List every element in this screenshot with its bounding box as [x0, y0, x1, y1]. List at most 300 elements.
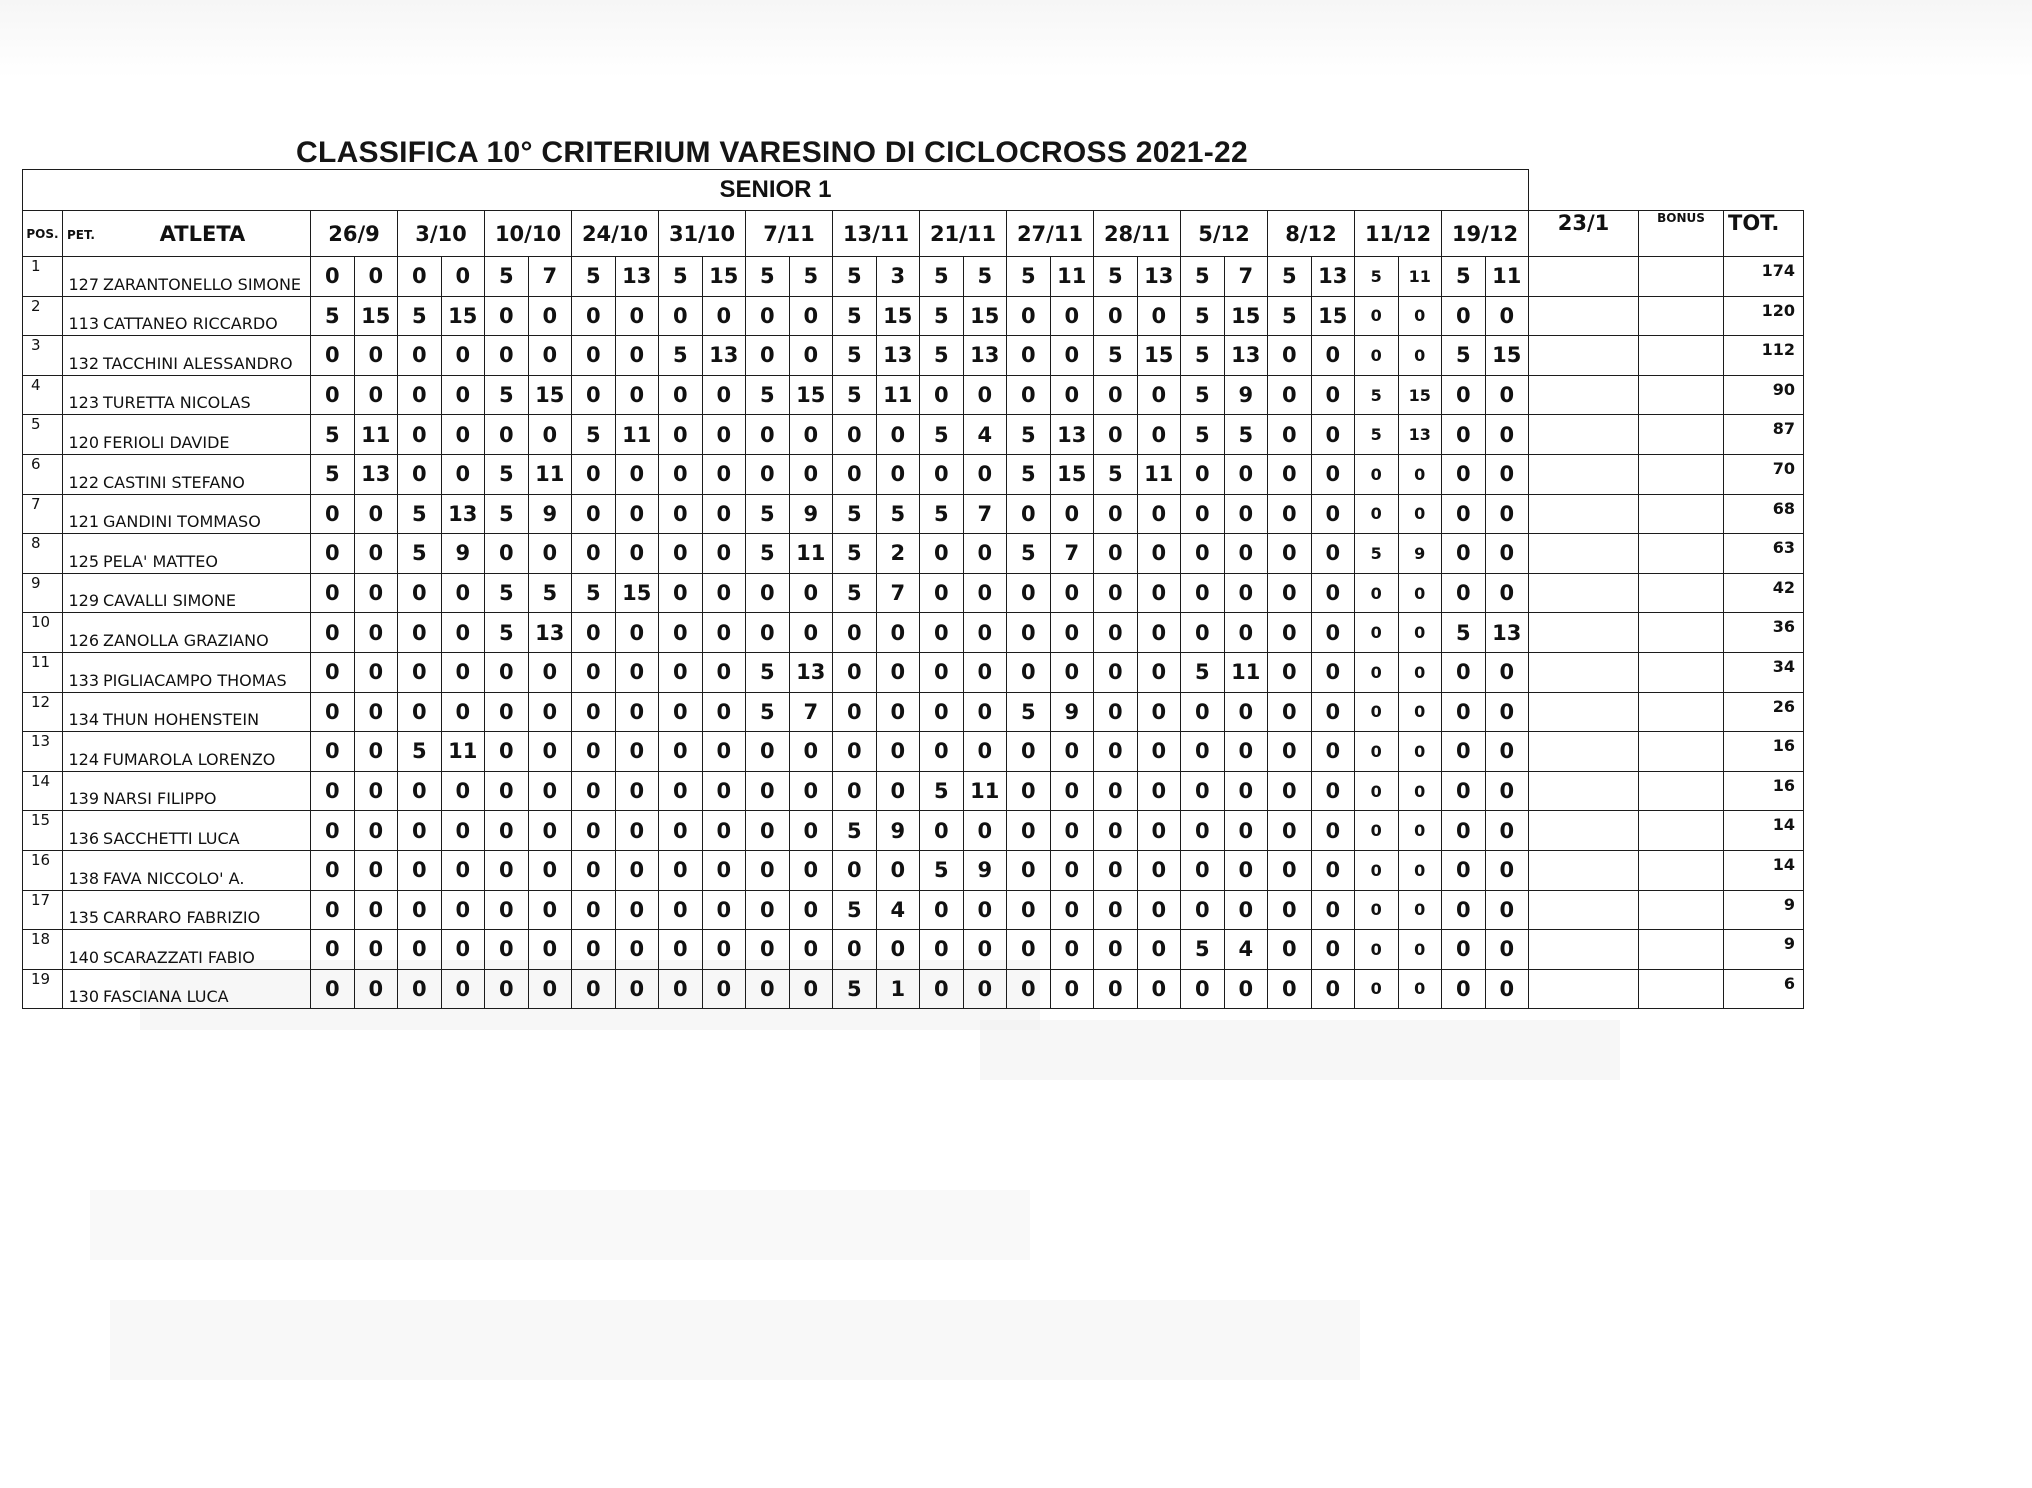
points-cell: 0 — [311, 692, 355, 732]
points-cell: 0 — [441, 969, 485, 1009]
points-cell: 0 — [746, 415, 790, 455]
points-cell: 7 — [1050, 534, 1094, 574]
points-cell: 0 — [572, 930, 616, 970]
table-row — [23, 415, 1804, 455]
points-cell: 0 — [1224, 811, 1268, 851]
points-cell: 0 — [659, 375, 703, 415]
points-cell: 0 — [354, 375, 398, 415]
athlete-name: FAVA NICCOLO' A. — [103, 868, 245, 888]
points-cell: 0 — [920, 890, 964, 930]
points-cell: 0 — [1137, 573, 1181, 613]
athlete-cell — [63, 375, 311, 415]
points-cell: 0 — [1137, 296, 1181, 336]
points-cell: 0 — [746, 811, 790, 851]
points-cell: 0 — [659, 494, 703, 534]
points-cell: 0 — [354, 692, 398, 732]
points-cell: 0 — [1355, 613, 1399, 653]
athlete-cell — [63, 811, 311, 851]
points-cell: 0 — [615, 890, 659, 930]
points-cell: 15 — [963, 296, 1007, 336]
points-cell: 0 — [1311, 890, 1355, 930]
points-cell: 0 — [311, 969, 355, 1009]
bonus-cell — [1639, 890, 1724, 930]
points-cell: 0 — [1007, 732, 1051, 772]
points-cell: 0 — [920, 534, 964, 574]
points-cell: 0 — [1398, 573, 1442, 613]
table-row — [23, 336, 1804, 376]
points-cell: 0 — [746, 890, 790, 930]
col-header-date: 19/12 — [1442, 211, 1529, 257]
points-cell: 5 — [659, 336, 703, 376]
points-cell: 0 — [1007, 296, 1051, 336]
table-row — [23, 494, 1804, 534]
points-cell: 5 — [311, 296, 355, 336]
points-cell: 0 — [528, 930, 572, 970]
points-cell: 5 — [528, 573, 572, 613]
points-cell: 0 — [1007, 652, 1051, 692]
points-cell: 0 — [398, 692, 442, 732]
points-cell: 15 — [354, 296, 398, 336]
points-cell: 9 — [1224, 375, 1268, 415]
points-cell: 0 — [398, 969, 442, 1009]
position-cell: 13 — [23, 732, 63, 772]
points-cell: 0 — [963, 692, 1007, 732]
points-cell: 0 — [1094, 890, 1138, 930]
total-cell: 14 — [1724, 850, 1804, 890]
points-cell: 5 — [833, 375, 877, 415]
points-cell: 0 — [1398, 336, 1442, 376]
points-cell: 0 — [1007, 930, 1051, 970]
points-cell: 0 — [615, 771, 659, 811]
points-cell: 11 — [354, 415, 398, 455]
points-cell: 0 — [1094, 415, 1138, 455]
table-row — [23, 811, 1804, 851]
points-cell: 0 — [1268, 336, 1312, 376]
bib-number: 130 — [68, 987, 99, 1007]
points-cell: 5 — [1442, 613, 1486, 653]
points-cell: 0 — [833, 454, 877, 494]
points-cell: 0 — [1137, 930, 1181, 970]
athlete-name: CASTINI STEFANO — [103, 472, 245, 492]
points-cell: 11 — [789, 534, 833, 574]
points-cell: 5 — [920, 771, 964, 811]
points-cell: 0 — [572, 850, 616, 890]
bib-number: 124 — [68, 749, 99, 769]
points-cell: 0 — [1137, 375, 1181, 415]
col-header-date: 26/9 — [311, 211, 398, 257]
points-cell: 0 — [1050, 494, 1094, 534]
position-cell: 17 — [23, 890, 63, 930]
athlete-name: FASCIANA LUCA — [103, 987, 229, 1007]
bonus-cell — [1639, 811, 1724, 851]
athlete-name: ZARANTONELLO SIMONE — [103, 274, 302, 294]
points-cell: 0 — [615, 930, 659, 970]
points-cell: 0 — [1050, 890, 1094, 930]
points-cell: 0 — [789, 454, 833, 494]
points-cell: 0 — [1442, 890, 1486, 930]
col-header-date: 8/12 — [1268, 211, 1355, 257]
points-cell: 0 — [702, 652, 746, 692]
col-header-date: 24/10 — [572, 211, 659, 257]
points-cell: 0 — [1355, 890, 1399, 930]
points-cell: 0 — [441, 613, 485, 653]
points-cell: 0 — [615, 811, 659, 851]
points-cell: 0 — [1181, 771, 1225, 811]
points-cell: 0 — [572, 969, 616, 1009]
points-cell: 0 — [702, 771, 746, 811]
points-cell: 0 — [528, 415, 572, 455]
points-cell: 0 — [1224, 494, 1268, 534]
total-cell: 63 — [1724, 534, 1804, 574]
points-cell: 4 — [876, 890, 920, 930]
points-cell: 0 — [615, 534, 659, 574]
points-cell: 0 — [1268, 534, 1312, 574]
points-cell: 5 — [398, 534, 442, 574]
points-cell: 0 — [441, 771, 485, 811]
position-cell: 16 — [23, 850, 63, 890]
points-cell: 0 — [1268, 375, 1312, 415]
points-cell: 0 — [659, 415, 703, 455]
points-cell: 0 — [485, 811, 529, 851]
points-cell: 0 — [1181, 692, 1225, 732]
athlete-cell — [63, 494, 311, 534]
points-cell: 0 — [1094, 811, 1138, 851]
points-cell: 0 — [1224, 534, 1268, 574]
col-header-athlete-label: ATLETA — [159, 221, 246, 246]
bonus-cell — [1639, 534, 1724, 574]
position-cell: 11 — [23, 652, 63, 692]
points-cell: 5 — [311, 415, 355, 455]
standings-table — [22, 169, 1804, 1009]
points-cell: 0 — [963, 613, 1007, 653]
points-cell: 0 — [1311, 732, 1355, 772]
points-cell: 0 — [311, 930, 355, 970]
points-cell: 0 — [398, 336, 442, 376]
bib-number: 113 — [68, 314, 99, 334]
points-cell: 5 — [1181, 375, 1225, 415]
points-cell: 0 — [1181, 454, 1225, 494]
points-cell: 0 — [398, 930, 442, 970]
points-cell: 0 — [1485, 296, 1529, 336]
points-cell: 0 — [1355, 573, 1399, 613]
points-cell: 0 — [1094, 613, 1138, 653]
table-row — [23, 850, 1804, 890]
athlete-name: PIGLIACAMPO THOMAS — [103, 670, 287, 690]
points-cell: 0 — [1485, 771, 1529, 811]
points-cell: 5 — [833, 969, 877, 1009]
points-cell: 0 — [1268, 454, 1312, 494]
points-cell: 5 — [746, 692, 790, 732]
points-cell: 0 — [1485, 494, 1529, 534]
empty-date-cell — [1529, 969, 1639, 1009]
athlete-cell — [63, 257, 311, 297]
points-cell: 0 — [1224, 613, 1268, 653]
points-cell: 0 — [963, 454, 1007, 494]
table-row — [23, 296, 1804, 336]
points-cell: 0 — [833, 850, 877, 890]
points-cell: 0 — [485, 732, 529, 772]
points-cell: 0 — [1485, 375, 1529, 415]
col-header-bonus: BONUS — [1639, 211, 1724, 257]
bleed-through-ghost — [90, 1190, 1030, 1260]
athlete-name: NARSI FILIPPO — [103, 789, 217, 809]
col-header-date: 27/11 — [1007, 211, 1094, 257]
points-cell: 5 — [1442, 336, 1486, 376]
points-cell: 0 — [876, 692, 920, 732]
points-cell: 0 — [963, 890, 1007, 930]
points-cell: 0 — [1007, 336, 1051, 376]
points-cell: 0 — [1094, 494, 1138, 534]
bib-number: 140 — [68, 947, 99, 967]
points-cell: 0 — [963, 732, 1007, 772]
points-cell: 0 — [354, 850, 398, 890]
points-cell: 15 — [1311, 296, 1355, 336]
points-cell: 0 — [485, 692, 529, 732]
points-cell: 5 — [1268, 257, 1312, 297]
points-cell: 0 — [1398, 494, 1442, 534]
points-cell: 0 — [311, 257, 355, 297]
points-cell: 0 — [1442, 652, 1486, 692]
points-cell: 0 — [1311, 850, 1355, 890]
points-cell: 0 — [528, 336, 572, 376]
bonus-cell — [1639, 336, 1724, 376]
points-cell: 11 — [1398, 257, 1442, 297]
points-cell: 5 — [1355, 415, 1399, 455]
points-cell: 5 — [1355, 534, 1399, 574]
points-cell: 0 — [833, 732, 877, 772]
position-cell: 5 — [23, 415, 63, 455]
points-cell: 0 — [1442, 534, 1486, 574]
points-cell: 0 — [311, 771, 355, 811]
points-cell: 0 — [702, 613, 746, 653]
points-cell: 0 — [1007, 850, 1051, 890]
points-cell: 0 — [1224, 573, 1268, 613]
points-cell: 0 — [1181, 494, 1225, 534]
total-cell: 9 — [1724, 890, 1804, 930]
athlete-name: CATTANEO RICCARDO — [103, 314, 278, 334]
points-cell: 0 — [398, 257, 442, 297]
points-cell: 0 — [1485, 930, 1529, 970]
col-header-date: 11/12 — [1355, 211, 1442, 257]
points-cell: 0 — [920, 692, 964, 732]
points-cell: 0 — [1007, 811, 1051, 851]
athlete-name: FERIOLI DAVIDE — [103, 432, 230, 452]
points-cell: 0 — [354, 969, 398, 1009]
points-cell: 0 — [659, 771, 703, 811]
points-cell: 5 — [963, 257, 1007, 297]
points-cell: 13 — [789, 652, 833, 692]
empty-date-cell — [1529, 573, 1639, 613]
points-cell: 0 — [572, 454, 616, 494]
points-cell: 0 — [398, 890, 442, 930]
points-cell: 0 — [615, 296, 659, 336]
points-cell: 0 — [1355, 692, 1399, 732]
points-cell: 0 — [485, 771, 529, 811]
points-cell: 5 — [485, 494, 529, 534]
points-cell: 0 — [833, 771, 877, 811]
empty-date-cell — [1529, 890, 1639, 930]
points-cell: 0 — [572, 732, 616, 772]
points-cell: 0 — [572, 811, 616, 851]
points-cell: 0 — [485, 930, 529, 970]
points-cell: 0 — [354, 613, 398, 653]
points-cell: 0 — [1050, 296, 1094, 336]
points-cell: 5 — [1181, 257, 1225, 297]
points-cell: 5 — [920, 415, 964, 455]
bonus-cell — [1639, 732, 1724, 772]
points-cell: 5 — [876, 494, 920, 534]
points-cell: 0 — [1181, 573, 1225, 613]
points-cell: 0 — [1485, 811, 1529, 851]
points-cell: 0 — [963, 930, 1007, 970]
points-cell: 0 — [702, 375, 746, 415]
points-cell: 0 — [311, 652, 355, 692]
position-cell: 12 — [23, 692, 63, 732]
points-cell: 0 — [1268, 969, 1312, 1009]
points-cell: 0 — [1311, 652, 1355, 692]
points-cell: 0 — [354, 573, 398, 613]
total-cell: 87 — [1724, 415, 1804, 455]
athlete-cell — [63, 652, 311, 692]
points-cell: 0 — [1050, 652, 1094, 692]
points-cell: 0 — [702, 890, 746, 930]
points-cell: 0 — [441, 375, 485, 415]
points-cell: 0 — [398, 652, 442, 692]
points-cell: 5 — [789, 257, 833, 297]
points-cell: 0 — [1355, 494, 1399, 534]
athlete-name: SACCHETTI LUCA — [103, 828, 240, 848]
points-cell: 0 — [1442, 296, 1486, 336]
points-cell: 0 — [1137, 613, 1181, 653]
points-cell: 0 — [963, 375, 1007, 415]
points-cell: 0 — [1094, 930, 1138, 970]
points-cell: 13 — [702, 336, 746, 376]
points-cell: 5 — [746, 534, 790, 574]
points-cell: 5 — [1224, 415, 1268, 455]
points-cell: 0 — [441, 573, 485, 613]
points-cell: 0 — [789, 890, 833, 930]
points-cell: 0 — [311, 850, 355, 890]
points-cell: 0 — [1398, 811, 1442, 851]
points-cell: 0 — [485, 969, 529, 1009]
points-cell: 0 — [1094, 573, 1138, 613]
points-cell: 0 — [659, 969, 703, 1009]
points-cell: 0 — [615, 850, 659, 890]
points-cell: 0 — [1137, 732, 1181, 772]
table-row — [23, 613, 1804, 653]
points-cell: 0 — [1442, 454, 1486, 494]
points-cell: 0 — [1268, 850, 1312, 890]
points-cell: 0 — [1355, 850, 1399, 890]
points-cell: 4 — [963, 415, 1007, 455]
points-cell: 0 — [1268, 732, 1312, 772]
points-cell: 5 — [1181, 296, 1225, 336]
points-cell: 0 — [1181, 613, 1225, 653]
points-cell: 0 — [1442, 692, 1486, 732]
table-row — [23, 534, 1804, 574]
points-cell: 0 — [1094, 732, 1138, 772]
table-row — [23, 890, 1804, 930]
points-cell: 0 — [615, 336, 659, 376]
points-cell: 5 — [659, 257, 703, 297]
points-cell: 0 — [398, 771, 442, 811]
points-cell: 15 — [1485, 336, 1529, 376]
points-cell: 0 — [1398, 850, 1442, 890]
points-cell: 13 — [963, 336, 1007, 376]
col-header-date: 5/12 — [1181, 211, 1268, 257]
points-cell: 5 — [485, 613, 529, 653]
col-header-date: 3/10 — [398, 211, 485, 257]
points-cell: 5 — [1181, 415, 1225, 455]
position-cell: 7 — [23, 494, 63, 534]
points-cell: 0 — [702, 930, 746, 970]
athlete-name: FUMAROLA LORENZO — [103, 749, 276, 769]
points-cell: 0 — [1137, 415, 1181, 455]
points-cell: 0 — [528, 534, 572, 574]
points-cell: 0 — [1311, 415, 1355, 455]
points-cell: 0 — [1137, 534, 1181, 574]
points-cell: 0 — [528, 296, 572, 336]
points-cell: 0 — [1268, 811, 1312, 851]
points-cell: 5 — [485, 454, 529, 494]
points-cell: 0 — [485, 296, 529, 336]
points-cell: 0 — [702, 296, 746, 336]
points-cell: 0 — [1398, 613, 1442, 653]
points-cell: 5 — [398, 494, 442, 534]
bib-number: 129 — [68, 591, 99, 611]
col-header-total: TOT. — [1724, 211, 1804, 257]
empty-date-cell — [1529, 692, 1639, 732]
points-cell: 0 — [1181, 732, 1225, 772]
points-cell: 0 — [1355, 652, 1399, 692]
points-cell: 0 — [1485, 890, 1529, 930]
points-cell: 0 — [659, 454, 703, 494]
points-cell: 7 — [789, 692, 833, 732]
points-cell: 0 — [528, 732, 572, 772]
bonus-cell — [1639, 415, 1724, 455]
points-cell: 0 — [1311, 375, 1355, 415]
points-cell: 0 — [1485, 652, 1529, 692]
points-cell: 0 — [963, 969, 1007, 1009]
category-subtitle: SENIOR 1 — [23, 170, 1529, 211]
col-header-date: 10/10 — [485, 211, 572, 257]
points-cell: 5 — [1094, 257, 1138, 297]
points-cell: 0 — [1442, 375, 1486, 415]
points-cell: 0 — [441, 257, 485, 297]
points-cell: 13 — [1224, 336, 1268, 376]
points-cell: 0 — [354, 732, 398, 772]
bonus-cell — [1639, 296, 1724, 336]
points-cell: 11 — [441, 732, 485, 772]
points-cell: 0 — [398, 415, 442, 455]
athlete-cell — [63, 296, 311, 336]
points-cell: 0 — [354, 336, 398, 376]
points-cell: 0 — [615, 732, 659, 772]
points-cell: 0 — [615, 494, 659, 534]
points-cell: 0 — [311, 494, 355, 534]
position-cell: 2 — [23, 296, 63, 336]
points-cell: 0 — [1007, 771, 1051, 811]
empty-date-cell — [1529, 454, 1639, 494]
points-cell: 0 — [1268, 890, 1312, 930]
points-cell: 0 — [789, 850, 833, 890]
points-cell: 5 — [746, 257, 790, 297]
total-cell: 36 — [1724, 613, 1804, 653]
athlete-name: CAVALLI SIMONE — [103, 591, 236, 611]
empty-date-cell — [1529, 336, 1639, 376]
col-header-athlete — [63, 211, 311, 257]
points-cell: 0 — [1355, 296, 1399, 336]
